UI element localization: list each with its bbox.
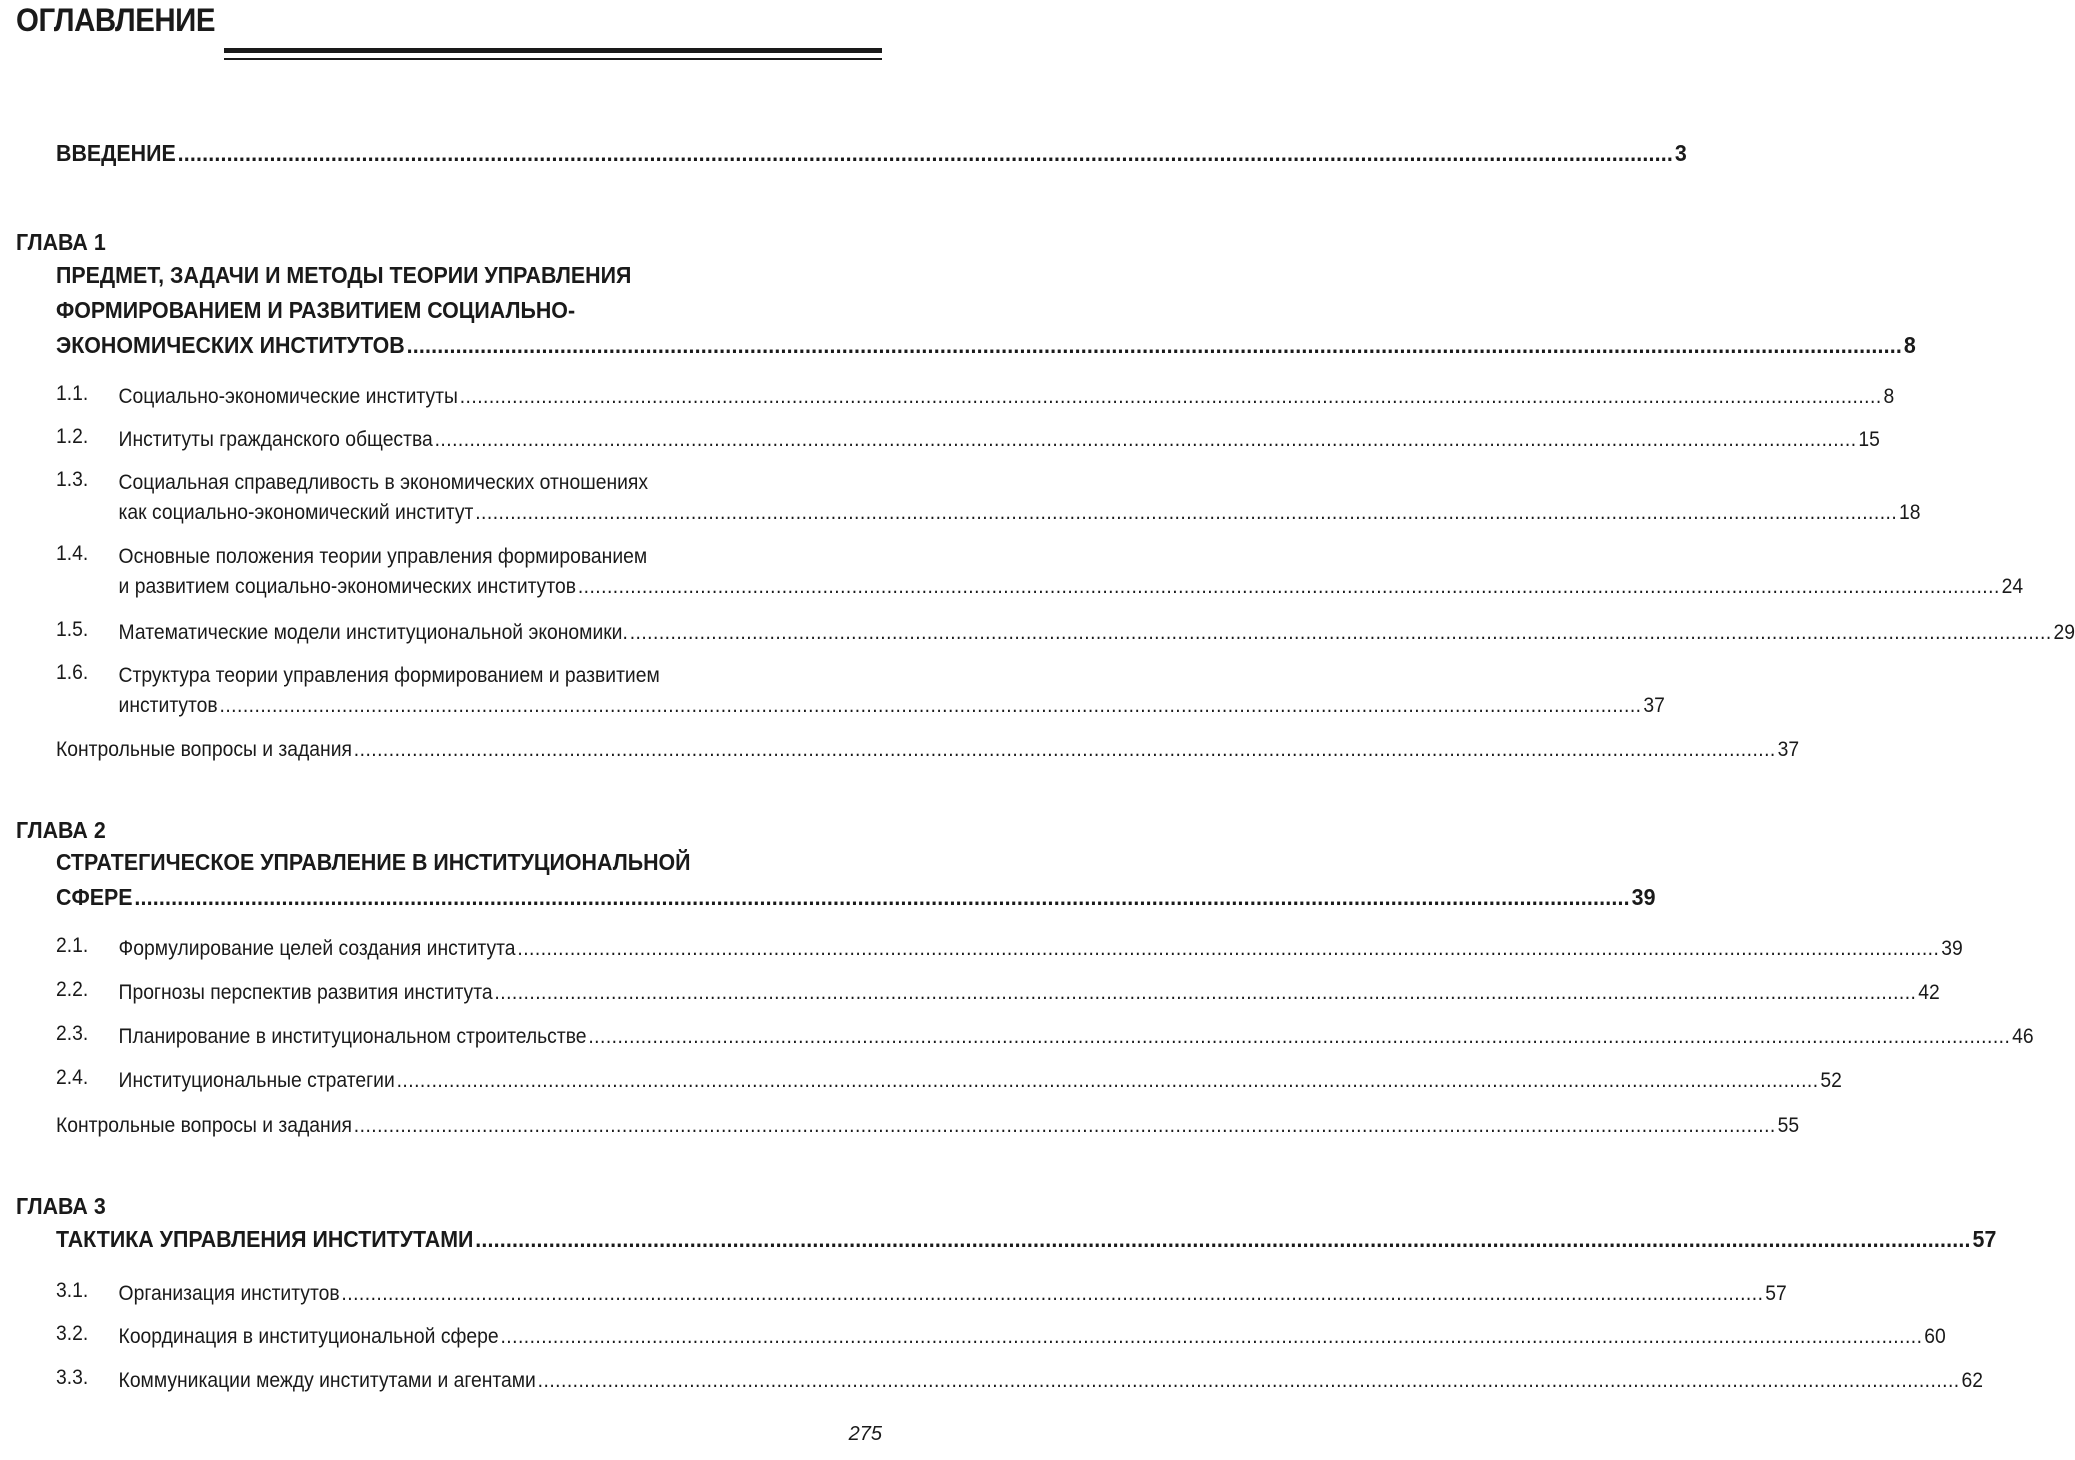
- section-page: 37: [1643, 694, 1665, 717]
- title-rule-thin: [224, 58, 882, 60]
- toc-section[interactable]: [56, 382, 1895, 412]
- toc-section[interactable]: [56, 661, 1665, 721]
- section-title: Формулирование целей создания института: [118, 937, 516, 960]
- section-number: 1.1.: [56, 382, 89, 405]
- review-page: 37: [1777, 738, 1800, 761]
- dot-leader: [435, 425, 1857, 455]
- section-page: 62: [1961, 1369, 1983, 1392]
- chapter-title-line: СФЕРЕ: [56, 884, 133, 910]
- section-page: 46: [2012, 1025, 2034, 1048]
- dot-leader: [588, 1022, 2010, 1052]
- dot-leader: [630, 618, 2052, 648]
- dot-leader: [538, 1366, 1960, 1396]
- dot-leader: [517, 934, 1939, 964]
- section-number: 1.4.: [56, 542, 89, 565]
- section-title: Социальная справедливость в экономических отношениях: [118, 471, 649, 494]
- toc-section[interactable]: [56, 618, 2075, 648]
- dot-leader: [475, 1222, 1970, 1257]
- toc-section[interactable]: [56, 1366, 1983, 1396]
- entry-page: 57: [1972, 1226, 1997, 1252]
- section-number: 2.4.: [56, 1066, 89, 1089]
- dot-leader: [354, 1111, 1776, 1141]
- section-number: 2.3.: [56, 1022, 89, 1045]
- chapter-title[interactable]: [56, 1222, 1997, 1257]
- section-page: 39: [1941, 937, 1963, 960]
- toc-section[interactable]: [56, 934, 1963, 964]
- chapter-title-line: ПРЕДМЕТ, ЗАДАЧИ И МЕТОДЫ ТЕОРИИ УПРАВЛЕНИЯ: [56, 262, 632, 288]
- section-number: 1.5.: [56, 618, 89, 641]
- entry-title: ВВЕДЕНИЕ: [56, 140, 176, 166]
- toc-section[interactable]: [56, 1322, 1946, 1352]
- section-page: 29: [2053, 621, 2075, 644]
- section-number: 2.1.: [56, 934, 89, 957]
- section-page: 57: [1765, 1282, 1787, 1305]
- toc-review-entry[interactable]: [56, 1111, 1800, 1141]
- section-title: Институциональные стратегии: [118, 1069, 395, 1092]
- chapter-title[interactable]: [56, 845, 1656, 915]
- chapter-title-line: ЭКОНОМИЧЕСКИХ ИНСТИТУТОВ: [56, 332, 405, 358]
- section-title: Институты гражданского общества: [118, 428, 433, 451]
- section-title: Организация институтов: [118, 1282, 340, 1305]
- section-page: 52: [1820, 1069, 1842, 1092]
- toc-section[interactable]: [56, 1279, 1787, 1309]
- dot-leader: [178, 136, 1673, 171]
- dot-leader: [494, 978, 1916, 1008]
- chapter-label: ГЛАВА 3: [16, 1193, 106, 1219]
- section-title: Координация в институциональной сфере: [118, 1325, 499, 1348]
- dot-leader: [397, 1066, 1819, 1096]
- dot-leader: [134, 880, 1629, 915]
- dot-leader: [407, 328, 1902, 363]
- toc-section[interactable]: [56, 978, 1940, 1008]
- section-page: 42: [1918, 981, 1940, 1004]
- section-page: 8: [1883, 385, 1895, 408]
- section-number: 3.1.: [56, 1279, 89, 1302]
- section-title: Коммуникации между институтами и агентами: [118, 1369, 536, 1392]
- dot-leader: [500, 1322, 1922, 1352]
- section-number: 3.3.: [56, 1366, 89, 1389]
- section-number: 1.3.: [56, 468, 89, 491]
- chapter-title-line: ТАКТИКА УПРАВЛЕНИЯ ИНСТИТУТАМИ: [56, 1226, 474, 1252]
- dot-leader: [341, 1279, 1763, 1309]
- chapter-title-line: СТРАТЕГИЧЕСКОЕ УПРАВЛЕНИЕ В ИНСТИТУЦИОНАЛЬНОЙ: [56, 849, 691, 875]
- section-page: 60: [1924, 1325, 1946, 1348]
- entry-page: 8: [1903, 332, 1916, 358]
- chapter-label: ГЛАВА 1: [16, 229, 106, 255]
- toc-section[interactable]: [56, 425, 1880, 455]
- chapter-title-line: ФОРМИРОВАНИЕМ И РАЗВИТИЕМ СОЦИАЛЬНО-: [56, 297, 576, 323]
- section-page: 15: [1858, 428, 1880, 451]
- dot-leader: [354, 735, 1776, 765]
- section-title: Социально-экономические институты: [118, 385, 458, 408]
- section-title: Структура теории управления формированием и развитием: [118, 664, 660, 687]
- review-title: Контрольные вопросы и задания: [56, 738, 352, 761]
- review-title: Контрольные вопросы и задания: [56, 1114, 352, 1137]
- review-page: 55: [1777, 1114, 1800, 1137]
- chapter-label: ГЛАВА 2: [16, 817, 106, 843]
- section-number: 1.2.: [56, 425, 89, 448]
- section-number: 3.2.: [56, 1322, 89, 1345]
- dot-leader: [578, 572, 2000, 602]
- page-title: ОГЛАВЛЕНИЕ: [16, 2, 216, 38]
- section-title: и развитием социально-экономических институтов: [118, 575, 576, 598]
- section-page: 18: [1899, 501, 1921, 524]
- toc-entry-intro[interactable]: [56, 136, 1687, 171]
- section-title: Математические модели институциональной экономики.: [118, 621, 628, 644]
- section-number: 1.6.: [56, 661, 89, 684]
- page-number: 275: [848, 1423, 882, 1445]
- section-page: 24: [2001, 575, 2024, 598]
- entry-page: 39: [1631, 884, 1656, 910]
- section-title: институтов: [118, 694, 218, 717]
- dot-leader: [220, 691, 1642, 721]
- dot-leader: [475, 498, 1897, 528]
- title-rule-thick: [224, 48, 882, 53]
- toc-section[interactable]: [56, 1022, 2034, 1052]
- toc-section[interactable]: [56, 1066, 1842, 1096]
- chapter-title[interactable]: [56, 258, 1916, 363]
- section-title: как социально-экономический институт: [118, 501, 474, 524]
- toc-review-entry[interactable]: [56, 735, 1800, 765]
- toc-section[interactable]: [56, 542, 2024, 602]
- dot-leader: [460, 382, 1882, 412]
- section-title: Основные положения теории управления формированием: [118, 545, 648, 568]
- section-title: Планирование в институциональном строительстве: [118, 1025, 587, 1048]
- entry-page: 3: [1674, 140, 1687, 166]
- toc-section[interactable]: [56, 468, 1921, 528]
- section-title: Прогнозы перспектив развития института: [118, 981, 493, 1004]
- section-number: 2.2.: [56, 978, 89, 1001]
